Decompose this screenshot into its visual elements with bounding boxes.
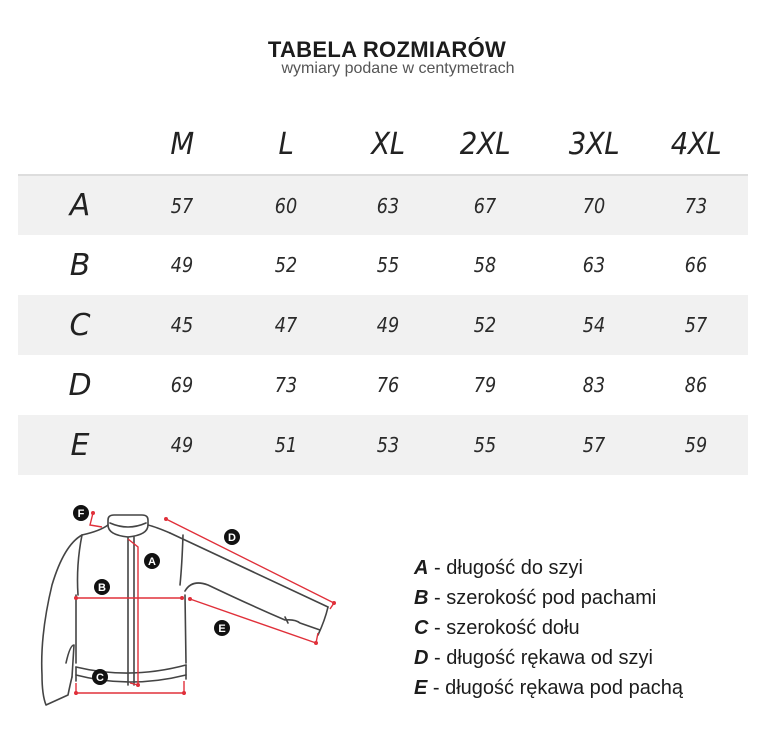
row-label: B — [69, 247, 91, 283]
table-cell: 63 — [376, 193, 400, 218]
table-row-b — [18, 235, 748, 295]
table-cell: 79 — [473, 373, 497, 397]
table-header-row — [18, 114, 748, 174]
legend-key: C — [414, 617, 429, 639]
table-cell: 76 — [376, 373, 400, 397]
table-cell: 63 — [582, 253, 606, 277]
table-row-e — [18, 415, 748, 475]
table-cell: 51 — [274, 433, 298, 457]
table-row-d — [18, 355, 748, 415]
table-cell: 60 — [274, 193, 298, 218]
table-cell: 57 — [684, 313, 708, 337]
table-cell: 67 — [473, 193, 497, 218]
marker-b-icon — [94, 579, 110, 595]
row-label: D — [68, 367, 92, 403]
svg-text:B: B — [98, 582, 106, 594]
legend-text: - szerokość dołu — [428, 617, 580, 639]
table-cell: 52 — [473, 313, 497, 337]
row-label: A — [69, 188, 91, 223]
column-header-m: M — [170, 126, 194, 162]
column-header-l: L — [278, 126, 294, 162]
table-cell: 45 — [170, 313, 194, 337]
table-cell: 83 — [582, 373, 606, 397]
row-label: C — [69, 307, 91, 343]
table-cell: 57 — [170, 193, 194, 218]
column-header-2xl: 2XL — [459, 126, 511, 162]
table-cell: 55 — [376, 253, 400, 277]
table-cell: 53 — [376, 433, 400, 457]
table-cell: 59 — [684, 433, 708, 457]
marker-f-icon — [73, 505, 89, 521]
table-cell: 58 — [473, 253, 497, 277]
legend-item-c — [414, 613, 683, 643]
legend-text: - długość rękawa pod pachą — [427, 677, 684, 699]
table-cell: 73 — [274, 373, 298, 397]
measurement-legend — [414, 553, 683, 703]
legend-item-d — [414, 643, 683, 673]
table-cell: 55 — [473, 433, 497, 457]
column-header-xl: XL — [371, 126, 405, 162]
table-cell: 47 — [274, 313, 298, 337]
svg-text:F: F — [77, 508, 85, 520]
jacket-diagram — [30, 495, 360, 715]
measure-lines-icon — [76, 513, 334, 695]
table-cell: 57 — [582, 433, 606, 457]
page-title: TABELA ROZMIARÓW — [267, 37, 507, 62]
marker-c-icon — [92, 669, 108, 685]
jacket-outline-icon — [42, 515, 328, 705]
table-cell: 49 — [376, 313, 400, 337]
table-cell: 69 — [170, 373, 194, 397]
marker-d-icon — [224, 529, 240, 545]
svg-text:A: A — [148, 556, 156, 568]
marker-a-icon — [144, 553, 160, 569]
table-cell: 54 — [582, 313, 606, 337]
table-cell: 73 — [684, 193, 708, 218]
column-header-4xl: 4XL — [670, 126, 722, 162]
svg-text:E: E — [218, 623, 226, 635]
table-cell: 49 — [170, 433, 194, 457]
table-cell: 66 — [684, 253, 708, 277]
page-subtitle: wymiary podane w centymetrach — [281, 60, 515, 77]
legend-item-a — [414, 553, 683, 583]
table-cell: 49 — [170, 253, 194, 277]
legend-key: E — [414, 677, 428, 699]
table-cell: 86 — [684, 373, 708, 397]
legend-key: B — [414, 587, 429, 609]
legend-text: - długość do szyi — [428, 557, 583, 579]
legend-item-e — [414, 673, 683, 703]
table-cell: 52 — [274, 253, 298, 277]
legend-key: D — [414, 647, 429, 669]
marker-e-icon — [214, 620, 230, 636]
legend-key: A — [414, 557, 429, 579]
row-label: E — [70, 427, 90, 463]
legend-text: - długość rękawa od szyi — [428, 647, 653, 669]
svg-text:D: D — [228, 532, 236, 544]
size-table — [18, 114, 748, 475]
table-row-a — [18, 174, 748, 235]
svg-text:C: C — [96, 672, 104, 684]
table-row-c — [18, 295, 748, 355]
legend-item-b — [414, 583, 683, 613]
column-header-3xl: 3XL — [568, 126, 620, 162]
legend-text: - szerokość pod pachami — [428, 587, 657, 609]
diagram-markers — [73, 505, 240, 685]
table-cell: 70 — [582, 193, 606, 218]
